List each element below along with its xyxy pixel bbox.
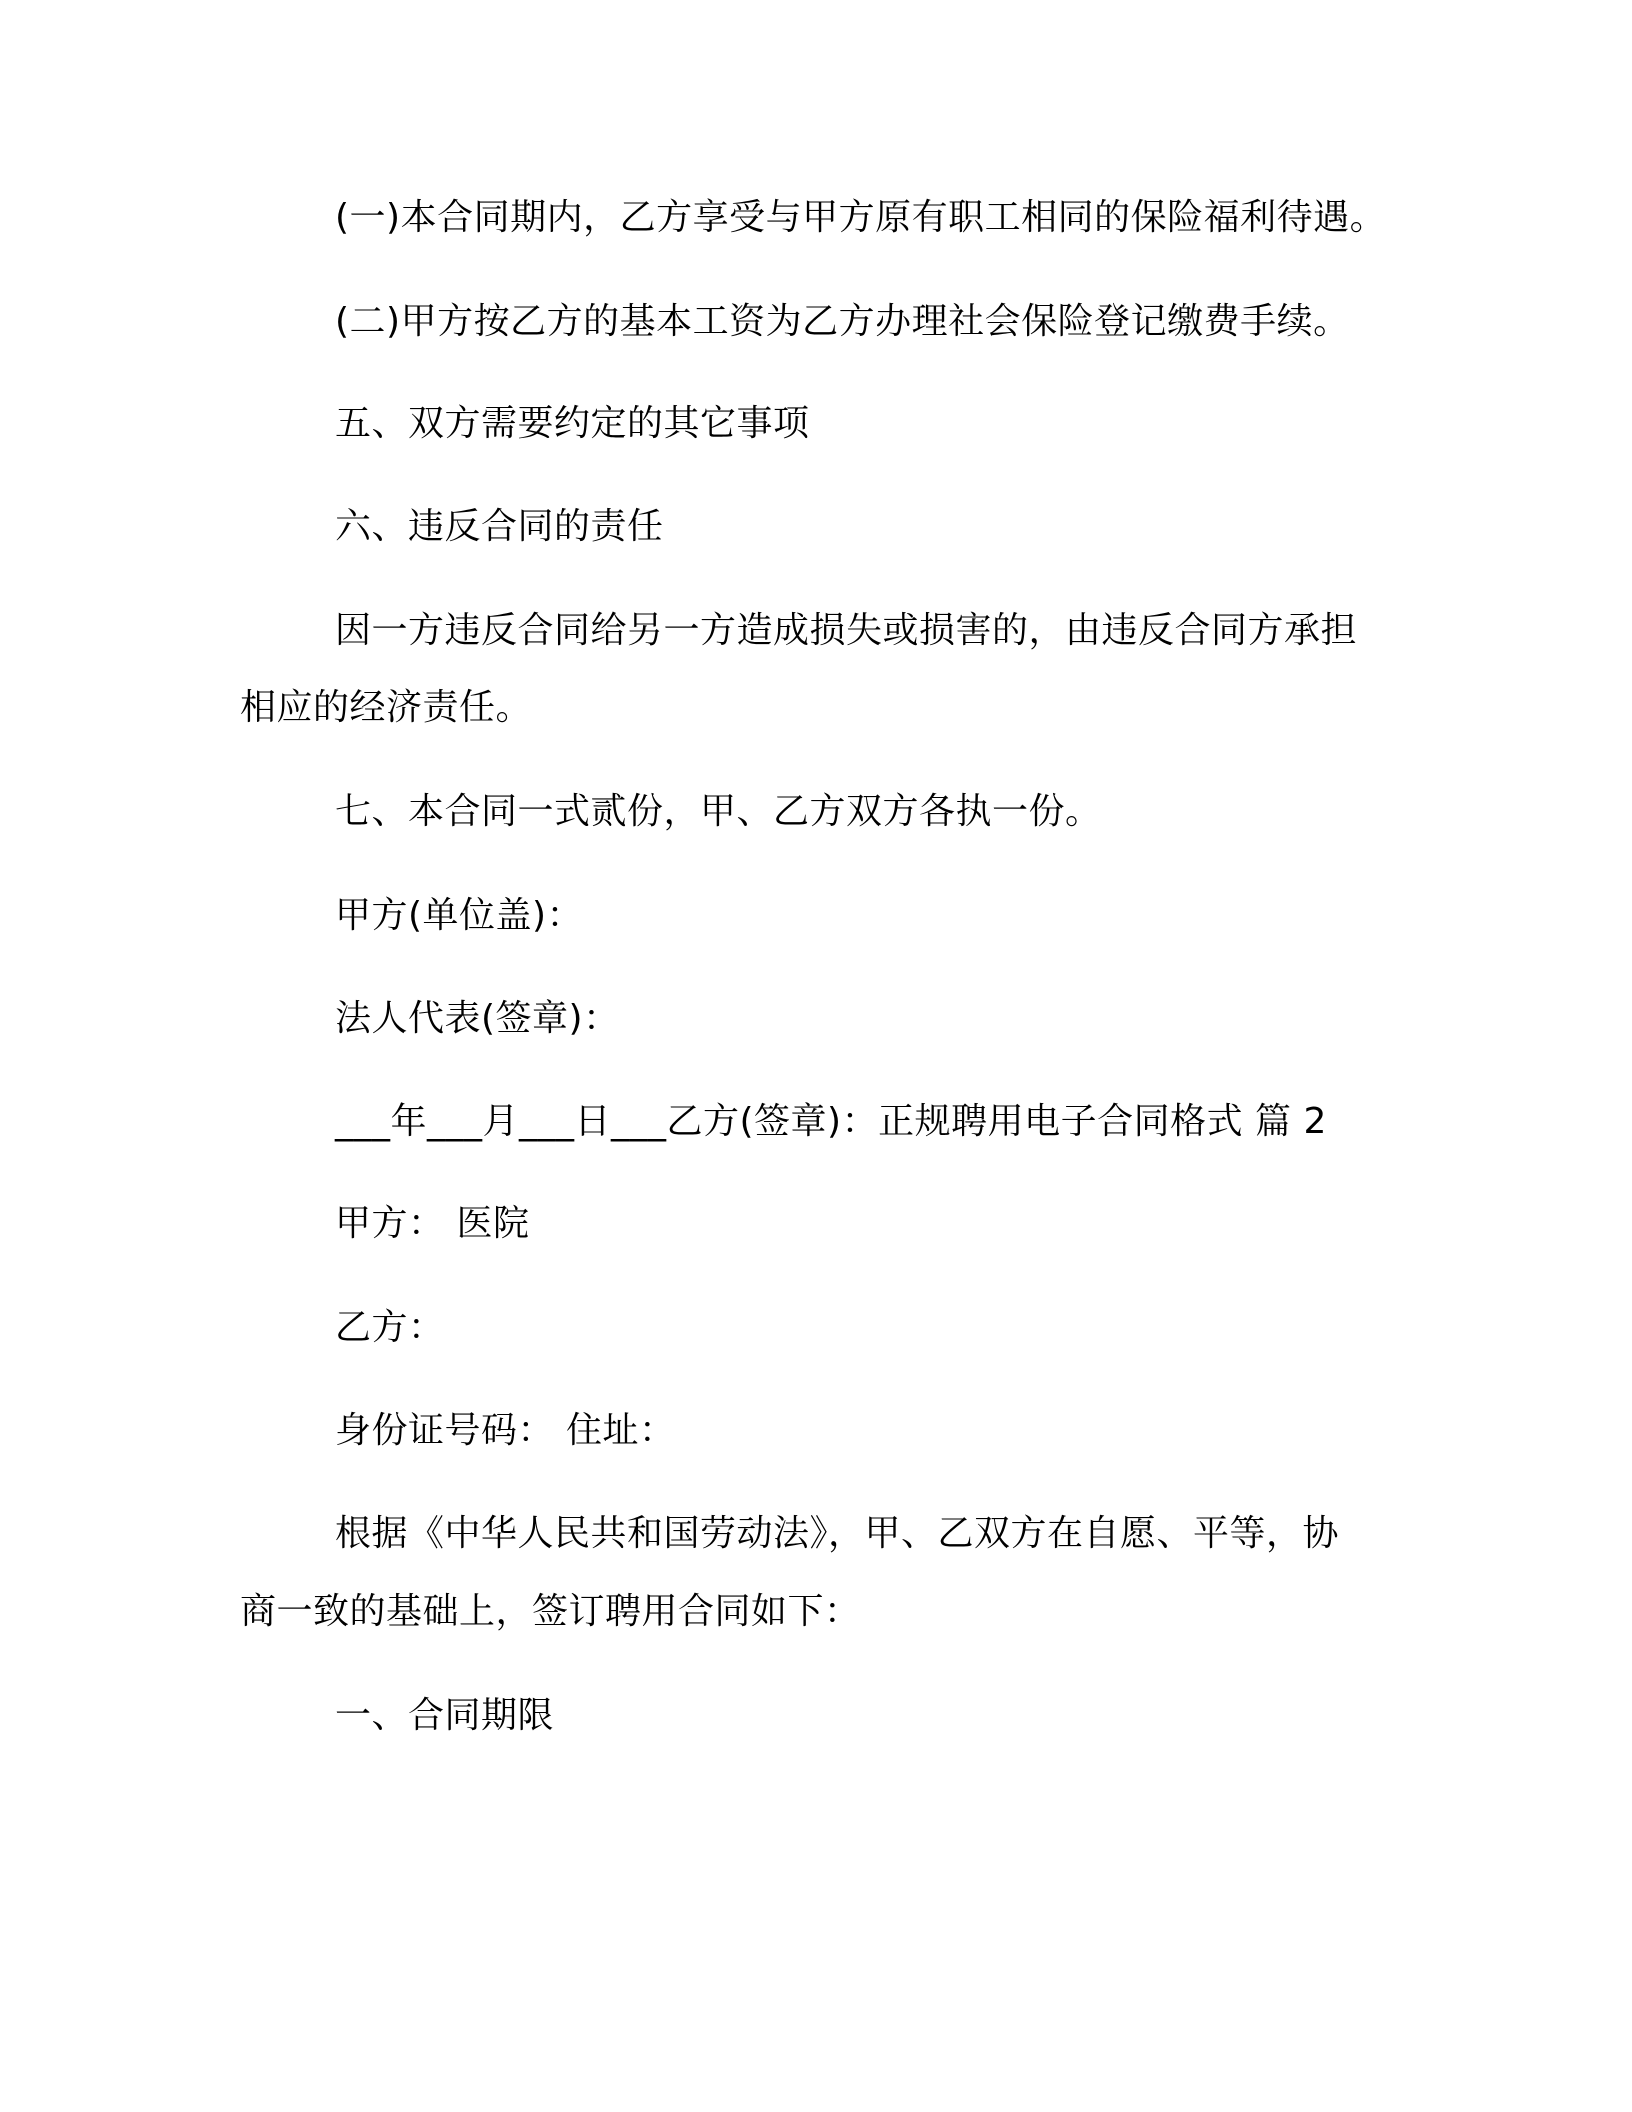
paragraph-social-insurance: (二)甲方按乙方的基本工资为乙方办理社会保险登记缴费手续。 [335, 301, 1350, 342]
paragraph-breach-line-1: 因一方违反合同给另一方造成损失或损害的，由违反合同方承担 [335, 610, 1358, 651]
heading-section-six: 六、违反合同的责任 [335, 506, 664, 547]
legal-rep-signature-label: 法人代表(签章)： [335, 998, 620, 1039]
paragraph-breach-line-2: 相应的经济责任。 [240, 687, 533, 728]
heading-section-seven: 七、本合同一式贰份，甲、乙方双方各执一份。 [335, 791, 1102, 832]
paragraph-labor-law-line-2: 商一致的基础上，签订聘用合同如下： [240, 1591, 861, 1632]
party-b-field: 乙方： [335, 1307, 445, 1348]
party-a-field: 甲方： 医院 [335, 1203, 530, 1244]
party-a-seal-label: 甲方(单位盖)： [335, 895, 584, 936]
date-signature-line: ___年___月___日___乙方(签章)：正规聘用电子合同格式 篇 2 [335, 1101, 1327, 1142]
id-address-field: 身份证号码： 住址： [335, 1410, 676, 1451]
paragraph-insurance-benefits: (一)本合同期内，乙方享受与甲方原有职工相同的保险福利待遇。 [335, 197, 1387, 238]
heading-contract-term: 一、合同期限 [335, 1695, 555, 1736]
paragraph-labor-law-line-1: 根据《中华人民共和国劳动法》，甲、乙双方在自愿、平等，协 [335, 1513, 1340, 1554]
heading-section-five: 五、双方需要约定的其它事项 [335, 403, 810, 444]
